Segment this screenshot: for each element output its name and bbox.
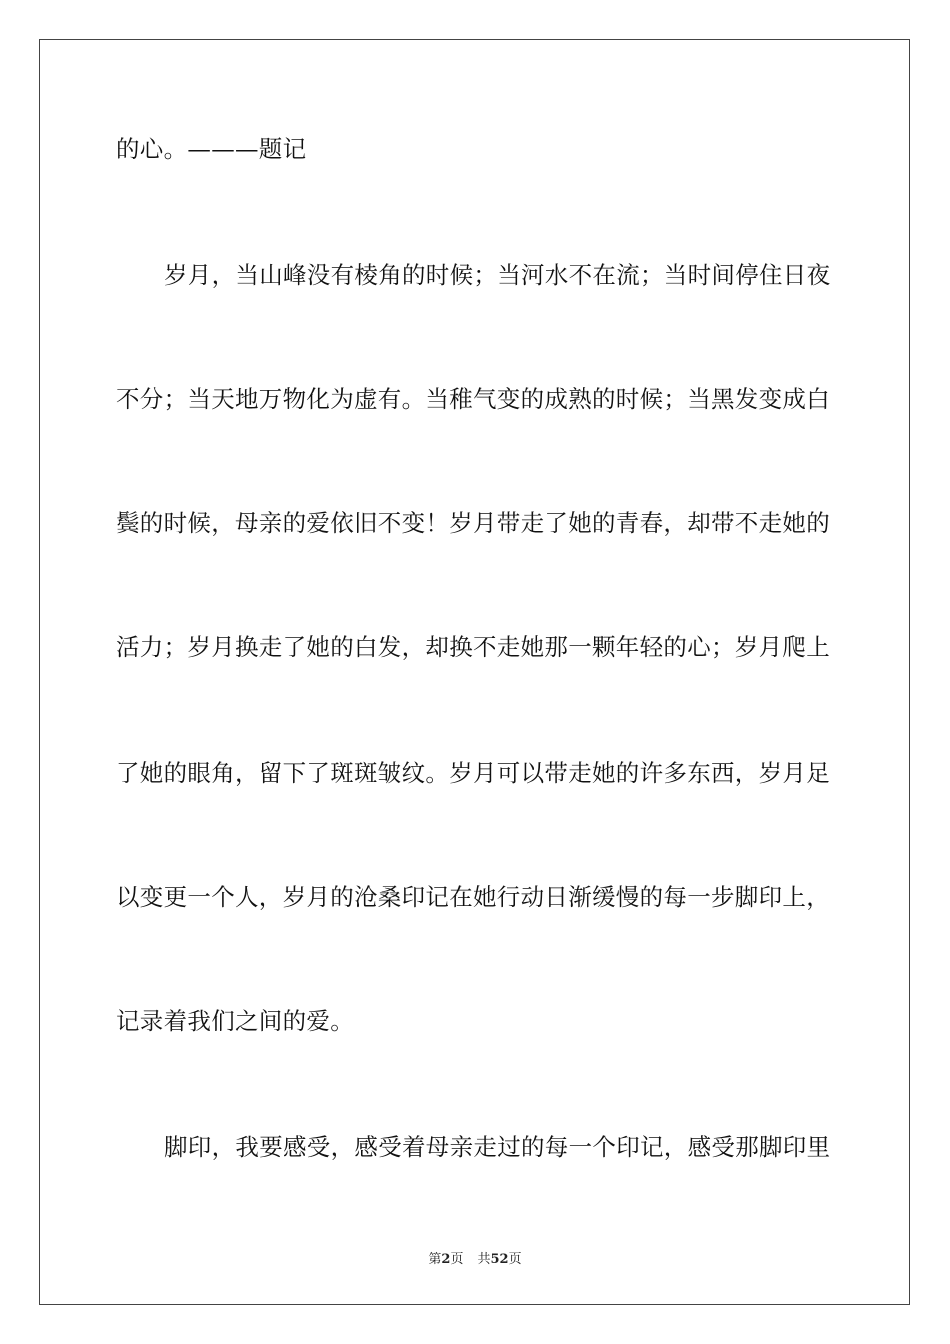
total-pages: 52 (490, 1252, 509, 1267)
text-line: 记录着我们之间的爱。 (116, 1007, 354, 1035)
text-line: 鬓的时候，母亲的爱依旧不变！岁月带走了她的青春，却带不走她的 (116, 509, 830, 537)
page-footer (0, 1248, 950, 1267)
page-border (39, 39, 910, 1305)
page-prefix: 第 (428, 1252, 442, 1267)
text-line: 以变更一个人，岁月的沧桑印记在她行动日渐缓慢的每一步脚印上， (116, 883, 830, 911)
page-suffix: 页 (450, 1252, 464, 1267)
text-line: 活力；岁月换走了她的白发，却换不走她那一颗年轻的心；岁月爬上 (116, 633, 830, 661)
text-line: 的心。———题记 (116, 135, 307, 163)
paragraph-start-line: 脚印，我要感受，感受着母亲走过的每一个印记，感受那脚印里 (164, 1133, 831, 1161)
total-suffix: 页 (508, 1252, 522, 1267)
paragraph-start-line: 岁月，当山峰没有棱角的时候；当河水不在流；当时间停住日夜 (164, 261, 831, 289)
total-prefix: 共 (477, 1252, 491, 1267)
text-line: 了她的眼角，留下了斑斑皱纹。岁月可以带走她的许多东西，岁月足 (116, 759, 830, 787)
text-line: 不分；当天地万物化为虚有。当稚气变的成熟的时候；当黑发变成白 (116, 385, 830, 413)
page-number: 2 (441, 1252, 451, 1267)
